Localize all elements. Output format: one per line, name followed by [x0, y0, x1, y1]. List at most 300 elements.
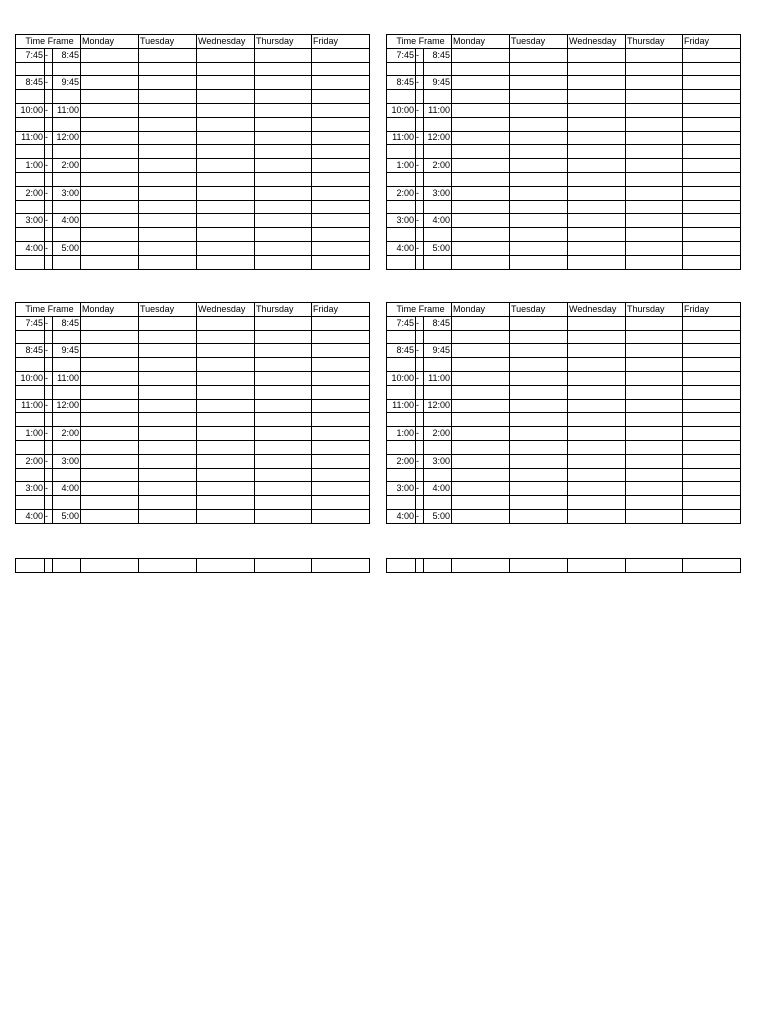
schedule-cell[interactable]	[139, 482, 197, 496]
schedule-cell[interactable]	[197, 399, 255, 413]
schedule-cell[interactable]	[626, 90, 683, 104]
schedule-cell[interactable]	[452, 454, 510, 468]
schedule-cell[interactable]	[81, 241, 139, 255]
schedule-cell[interactable]	[312, 454, 370, 468]
schedule-cell[interactable]	[626, 316, 683, 330]
schedule-cell[interactable]	[452, 214, 510, 228]
schedule-cell[interactable]	[139, 399, 197, 413]
schedule-cell[interactable]	[568, 385, 626, 399]
schedule-cell[interactable]	[81, 117, 139, 131]
schedule-cell[interactable]	[626, 186, 683, 200]
schedule-cell[interactable]	[452, 316, 510, 330]
schedule-cell[interactable]	[683, 228, 741, 242]
schedule-cell[interactable]	[568, 103, 626, 117]
schedule-cell[interactable]	[139, 330, 197, 344]
schedule-cell[interactable]	[452, 509, 510, 523]
schedule-cell[interactable]	[626, 48, 683, 62]
schedule-cell[interactable]	[81, 454, 139, 468]
schedule-cell[interactable]	[683, 131, 741, 145]
schedule-cell[interactable]	[626, 117, 683, 131]
schedule-cell[interactable]	[510, 62, 568, 76]
schedule-cell[interactable]	[452, 145, 510, 159]
schedule-cell[interactable]	[510, 371, 568, 385]
schedule-cell[interactable]	[255, 399, 312, 413]
schedule-cell[interactable]	[255, 228, 312, 242]
schedule-cell[interactable]	[312, 62, 370, 76]
schedule-cell[interactable]	[568, 440, 626, 454]
schedule-cell[interactable]	[312, 399, 370, 413]
schedule-cell[interactable]	[139, 241, 197, 255]
schedule-cell[interactable]	[510, 103, 568, 117]
schedule-cell[interactable]	[683, 454, 741, 468]
schedule-cell[interactable]	[510, 117, 568, 131]
schedule-cell[interactable]	[139, 200, 197, 214]
schedule-cell[interactable]	[626, 228, 683, 242]
schedule-cell[interactable]	[568, 76, 626, 90]
schedule-cell[interactable]	[683, 385, 741, 399]
schedule-cell[interactable]	[568, 255, 626, 269]
schedule-cell[interactable]	[568, 62, 626, 76]
schedule-cell[interactable]	[568, 496, 626, 510]
schedule-cell[interactable]	[139, 145, 197, 159]
schedule-cell[interactable]	[197, 330, 255, 344]
schedule-cell[interactable]	[683, 344, 741, 358]
schedule-cell[interactable]	[312, 496, 370, 510]
schedule-cell[interactable]	[197, 440, 255, 454]
schedule-cell[interactable]	[452, 427, 510, 441]
schedule-cell[interactable]	[312, 255, 370, 269]
schedule-cell[interactable]	[197, 214, 255, 228]
schedule-cell[interactable]	[626, 214, 683, 228]
schedule-cell[interactable]	[197, 48, 255, 62]
schedule-cell[interactable]	[568, 413, 626, 427]
schedule-cell[interactable]	[255, 454, 312, 468]
schedule-cell[interactable]	[312, 316, 370, 330]
schedule-cell[interactable]	[312, 159, 370, 173]
schedule-cell[interactable]	[568, 371, 626, 385]
schedule-cell[interactable]	[81, 103, 139, 117]
schedule-cell[interactable]	[452, 186, 510, 200]
schedule-cell[interactable]	[452, 228, 510, 242]
schedule-cell[interactable]	[626, 371, 683, 385]
schedule-cell[interactable]	[568, 172, 626, 186]
schedule-cell[interactable]	[510, 90, 568, 104]
schedule-cell[interactable]	[255, 200, 312, 214]
schedule-cell[interactable]	[626, 385, 683, 399]
schedule-cell[interactable]	[312, 509, 370, 523]
schedule-cell[interactable]	[255, 496, 312, 510]
schedule-cell[interactable]	[452, 344, 510, 358]
schedule-cell[interactable]	[626, 172, 683, 186]
schedule-cell[interactable]	[197, 371, 255, 385]
schedule-cell[interactable]	[197, 413, 255, 427]
schedule-cell[interactable]	[452, 159, 510, 173]
schedule-cell[interactable]	[139, 214, 197, 228]
schedule-cell[interactable]	[81, 255, 139, 269]
schedule-cell[interactable]	[312, 214, 370, 228]
schedule-cell[interactable]	[255, 427, 312, 441]
schedule-cell[interactable]	[197, 427, 255, 441]
schedule-cell[interactable]	[312, 385, 370, 399]
schedule-cell[interactable]	[510, 509, 568, 523]
schedule-cell[interactable]	[312, 413, 370, 427]
schedule-cell[interactable]	[510, 358, 568, 372]
schedule-cell[interactable]	[510, 454, 568, 468]
schedule-cell[interactable]	[255, 62, 312, 76]
schedule-cell[interactable]	[568, 316, 626, 330]
schedule-cell[interactable]	[197, 344, 255, 358]
schedule-cell[interactable]	[255, 385, 312, 399]
schedule-cell[interactable]	[197, 454, 255, 468]
schedule-cell[interactable]	[139, 316, 197, 330]
schedule-cell[interactable]	[81, 172, 139, 186]
schedule-cell[interactable]	[81, 399, 139, 413]
schedule-cell[interactable]	[568, 159, 626, 173]
schedule-cell[interactable]	[626, 559, 683, 573]
schedule-cell[interactable]	[568, 482, 626, 496]
schedule-cell[interactable]	[255, 440, 312, 454]
schedule-cell[interactable]	[255, 241, 312, 255]
schedule-cell[interactable]	[81, 90, 139, 104]
schedule-cell[interactable]	[197, 255, 255, 269]
schedule-cell[interactable]	[197, 103, 255, 117]
schedule-cell[interactable]	[139, 186, 197, 200]
schedule-cell[interactable]	[510, 427, 568, 441]
schedule-cell[interactable]	[626, 482, 683, 496]
schedule-cell[interactable]	[139, 385, 197, 399]
schedule-cell[interactable]	[81, 413, 139, 427]
schedule-cell[interactable]	[568, 468, 626, 482]
schedule-cell[interactable]	[312, 117, 370, 131]
schedule-cell[interactable]	[197, 62, 255, 76]
schedule-cell[interactable]	[139, 172, 197, 186]
schedule-cell[interactable]	[81, 482, 139, 496]
schedule-cell[interactable]	[510, 399, 568, 413]
schedule-cell[interactable]	[452, 62, 510, 76]
schedule-cell[interactable]	[255, 316, 312, 330]
schedule-cell[interactable]	[510, 413, 568, 427]
schedule-cell[interactable]	[255, 145, 312, 159]
schedule-cell[interactable]	[255, 468, 312, 482]
schedule-cell[interactable]	[510, 255, 568, 269]
schedule-cell[interactable]	[197, 159, 255, 173]
schedule-cell[interactable]	[568, 399, 626, 413]
schedule-cell[interactable]	[510, 131, 568, 145]
schedule-cell[interactable]	[452, 330, 510, 344]
schedule-cell[interactable]	[81, 559, 139, 573]
schedule-cell[interactable]	[626, 159, 683, 173]
schedule-cell[interactable]	[197, 131, 255, 145]
schedule-cell[interactable]	[139, 509, 197, 523]
schedule-cell[interactable]	[81, 228, 139, 242]
schedule-cell[interactable]	[255, 90, 312, 104]
schedule-cell[interactable]	[255, 76, 312, 90]
schedule-cell[interactable]	[197, 200, 255, 214]
schedule-cell[interactable]	[255, 371, 312, 385]
schedule-cell[interactable]	[255, 413, 312, 427]
schedule-cell[interactable]	[81, 385, 139, 399]
schedule-cell[interactable]	[510, 145, 568, 159]
schedule-cell[interactable]	[139, 413, 197, 427]
schedule-cell[interactable]	[312, 358, 370, 372]
schedule-cell[interactable]	[312, 200, 370, 214]
schedule-cell[interactable]	[197, 385, 255, 399]
schedule-cell[interactable]	[510, 559, 568, 573]
schedule-cell[interactable]	[452, 385, 510, 399]
schedule-cell[interactable]	[568, 117, 626, 131]
schedule-cell[interactable]	[510, 200, 568, 214]
schedule-cell[interactable]	[683, 413, 741, 427]
schedule-cell[interactable]	[81, 371, 139, 385]
schedule-cell[interactable]	[510, 159, 568, 173]
schedule-cell[interactable]	[626, 131, 683, 145]
schedule-cell[interactable]	[312, 90, 370, 104]
schedule-cell[interactable]	[81, 440, 139, 454]
schedule-cell[interactable]	[452, 48, 510, 62]
schedule-cell[interactable]	[510, 316, 568, 330]
schedule-cell[interactable]	[255, 255, 312, 269]
schedule-cell[interactable]	[626, 399, 683, 413]
schedule-cell[interactable]	[312, 48, 370, 62]
schedule-cell[interactable]	[568, 509, 626, 523]
schedule-cell[interactable]	[312, 76, 370, 90]
schedule-cell[interactable]	[139, 48, 197, 62]
schedule-cell[interactable]	[81, 145, 139, 159]
schedule-cell[interactable]	[683, 330, 741, 344]
schedule-cell[interactable]	[139, 496, 197, 510]
schedule-cell[interactable]	[626, 468, 683, 482]
schedule-cell[interactable]	[510, 76, 568, 90]
schedule-cell[interactable]	[683, 76, 741, 90]
schedule-cell[interactable]	[197, 496, 255, 510]
schedule-cell[interactable]	[255, 509, 312, 523]
schedule-cell[interactable]	[683, 241, 741, 255]
schedule-cell[interactable]	[197, 559, 255, 573]
schedule-cell[interactable]	[81, 214, 139, 228]
schedule-cell[interactable]	[568, 330, 626, 344]
schedule-cell[interactable]	[683, 427, 741, 441]
schedule-cell[interactable]	[683, 62, 741, 76]
schedule-cell[interactable]	[312, 145, 370, 159]
schedule-cell[interactable]	[197, 228, 255, 242]
schedule-cell[interactable]	[626, 103, 683, 117]
schedule-cell[interactable]	[626, 413, 683, 427]
schedule-cell[interactable]	[312, 330, 370, 344]
schedule-cell[interactable]	[139, 255, 197, 269]
schedule-cell[interactable]	[139, 371, 197, 385]
schedule-cell[interactable]	[510, 330, 568, 344]
schedule-cell[interactable]	[81, 159, 139, 173]
schedule-cell[interactable]	[81, 62, 139, 76]
schedule-cell[interactable]	[81, 48, 139, 62]
schedule-cell[interactable]	[626, 255, 683, 269]
schedule-cell[interactable]	[312, 241, 370, 255]
schedule-cell[interactable]	[197, 117, 255, 131]
schedule-cell[interactable]	[452, 200, 510, 214]
schedule-cell[interactable]	[312, 427, 370, 441]
schedule-cell[interactable]	[452, 413, 510, 427]
schedule-cell[interactable]	[452, 90, 510, 104]
schedule-cell[interactable]	[139, 103, 197, 117]
schedule-cell[interactable]	[626, 200, 683, 214]
schedule-cell[interactable]	[255, 344, 312, 358]
schedule-cell[interactable]	[312, 172, 370, 186]
schedule-cell[interactable]	[197, 241, 255, 255]
schedule-cell[interactable]	[312, 559, 370, 573]
schedule-cell[interactable]	[312, 228, 370, 242]
schedule-cell[interactable]	[81, 200, 139, 214]
schedule-cell[interactable]	[255, 214, 312, 228]
schedule-cell[interactable]	[626, 358, 683, 372]
schedule-cell[interactable]	[312, 371, 370, 385]
schedule-cell[interactable]	[510, 228, 568, 242]
schedule-cell[interactable]	[568, 228, 626, 242]
schedule-cell[interactable]	[683, 358, 741, 372]
schedule-cell[interactable]	[197, 358, 255, 372]
schedule-cell[interactable]	[683, 186, 741, 200]
schedule-cell[interactable]	[568, 186, 626, 200]
schedule-cell[interactable]	[683, 214, 741, 228]
schedule-cell[interactable]	[312, 186, 370, 200]
schedule-cell[interactable]	[510, 241, 568, 255]
schedule-cell[interactable]	[452, 468, 510, 482]
schedule-cell[interactable]	[683, 482, 741, 496]
schedule-cell[interactable]	[452, 371, 510, 385]
schedule-cell[interactable]	[139, 62, 197, 76]
schedule-cell[interactable]	[626, 496, 683, 510]
schedule-cell[interactable]	[568, 131, 626, 145]
schedule-cell[interactable]	[452, 103, 510, 117]
schedule-cell[interactable]	[197, 482, 255, 496]
schedule-cell[interactable]	[139, 76, 197, 90]
schedule-cell[interactable]	[452, 117, 510, 131]
schedule-cell[interactable]	[255, 330, 312, 344]
schedule-cell[interactable]	[568, 48, 626, 62]
schedule-cell[interactable]	[568, 454, 626, 468]
schedule-cell[interactable]	[568, 214, 626, 228]
schedule-cell[interactable]	[255, 559, 312, 573]
schedule-cell[interactable]	[81, 76, 139, 90]
schedule-cell[interactable]	[81, 330, 139, 344]
schedule-cell[interactable]	[683, 117, 741, 131]
schedule-cell[interactable]	[197, 186, 255, 200]
schedule-cell[interactable]	[197, 316, 255, 330]
schedule-cell[interactable]	[139, 440, 197, 454]
schedule-cell[interactable]	[81, 509, 139, 523]
schedule-cell[interactable]	[568, 90, 626, 104]
schedule-cell[interactable]	[452, 559, 510, 573]
schedule-cell[interactable]	[568, 145, 626, 159]
schedule-cell[interactable]	[139, 454, 197, 468]
schedule-cell[interactable]	[683, 103, 741, 117]
schedule-cell[interactable]	[568, 241, 626, 255]
schedule-cell[interactable]	[197, 172, 255, 186]
schedule-cell[interactable]	[510, 440, 568, 454]
schedule-cell[interactable]	[568, 200, 626, 214]
schedule-cell[interactable]	[139, 117, 197, 131]
schedule-cell[interactable]	[312, 344, 370, 358]
schedule-cell[interactable]	[626, 330, 683, 344]
schedule-cell[interactable]	[568, 427, 626, 441]
schedule-cell[interactable]	[510, 344, 568, 358]
schedule-cell[interactable]	[81, 427, 139, 441]
schedule-cell[interactable]	[81, 468, 139, 482]
schedule-cell[interactable]	[255, 159, 312, 173]
schedule-cell[interactable]	[683, 255, 741, 269]
schedule-cell[interactable]	[568, 344, 626, 358]
schedule-cell[interactable]	[197, 90, 255, 104]
schedule-cell[interactable]	[452, 440, 510, 454]
schedule-cell[interactable]	[683, 145, 741, 159]
schedule-cell[interactable]	[452, 482, 510, 496]
schedule-cell[interactable]	[197, 145, 255, 159]
schedule-cell[interactable]	[312, 131, 370, 145]
schedule-cell[interactable]	[510, 48, 568, 62]
schedule-cell[interactable]	[81, 344, 139, 358]
schedule-cell[interactable]	[452, 131, 510, 145]
schedule-cell[interactable]	[683, 509, 741, 523]
schedule-cell[interactable]	[452, 241, 510, 255]
schedule-cell[interactable]	[197, 509, 255, 523]
schedule-cell[interactable]	[197, 468, 255, 482]
schedule-cell[interactable]	[312, 440, 370, 454]
schedule-cell[interactable]	[139, 131, 197, 145]
schedule-cell[interactable]	[683, 399, 741, 413]
schedule-cell[interactable]	[626, 344, 683, 358]
schedule-cell[interactable]	[312, 468, 370, 482]
schedule-cell[interactable]	[312, 482, 370, 496]
schedule-cell[interactable]	[255, 117, 312, 131]
schedule-cell[interactable]	[683, 172, 741, 186]
schedule-cell[interactable]	[626, 62, 683, 76]
schedule-cell[interactable]	[683, 468, 741, 482]
schedule-cell[interactable]	[683, 371, 741, 385]
schedule-cell[interactable]	[139, 559, 197, 573]
schedule-cell[interactable]	[510, 186, 568, 200]
schedule-cell[interactable]	[255, 48, 312, 62]
schedule-cell[interactable]	[81, 186, 139, 200]
schedule-cell[interactable]	[255, 131, 312, 145]
schedule-cell[interactable]	[568, 559, 626, 573]
schedule-cell[interactable]	[255, 186, 312, 200]
schedule-cell[interactable]	[452, 76, 510, 90]
schedule-cell[interactable]	[452, 255, 510, 269]
schedule-cell[interactable]	[510, 172, 568, 186]
schedule-cell[interactable]	[139, 90, 197, 104]
schedule-cell[interactable]	[139, 228, 197, 242]
schedule-cell[interactable]	[626, 76, 683, 90]
schedule-cell[interactable]	[81, 358, 139, 372]
schedule-cell[interactable]	[255, 172, 312, 186]
schedule-cell[interactable]	[510, 482, 568, 496]
schedule-cell[interactable]	[683, 496, 741, 510]
schedule-cell[interactable]	[452, 172, 510, 186]
schedule-cell[interactable]	[452, 496, 510, 510]
schedule-cell[interactable]	[626, 241, 683, 255]
schedule-cell[interactable]	[139, 427, 197, 441]
schedule-cell[interactable]	[139, 159, 197, 173]
schedule-cell[interactable]	[683, 316, 741, 330]
schedule-cell[interactable]	[626, 509, 683, 523]
schedule-cell[interactable]	[626, 427, 683, 441]
schedule-cell[interactable]	[510, 468, 568, 482]
schedule-cell[interactable]	[81, 131, 139, 145]
schedule-cell[interactable]	[510, 385, 568, 399]
schedule-cell[interactable]	[568, 358, 626, 372]
schedule-cell[interactable]	[255, 358, 312, 372]
schedule-cell[interactable]	[452, 358, 510, 372]
schedule-cell[interactable]	[683, 200, 741, 214]
